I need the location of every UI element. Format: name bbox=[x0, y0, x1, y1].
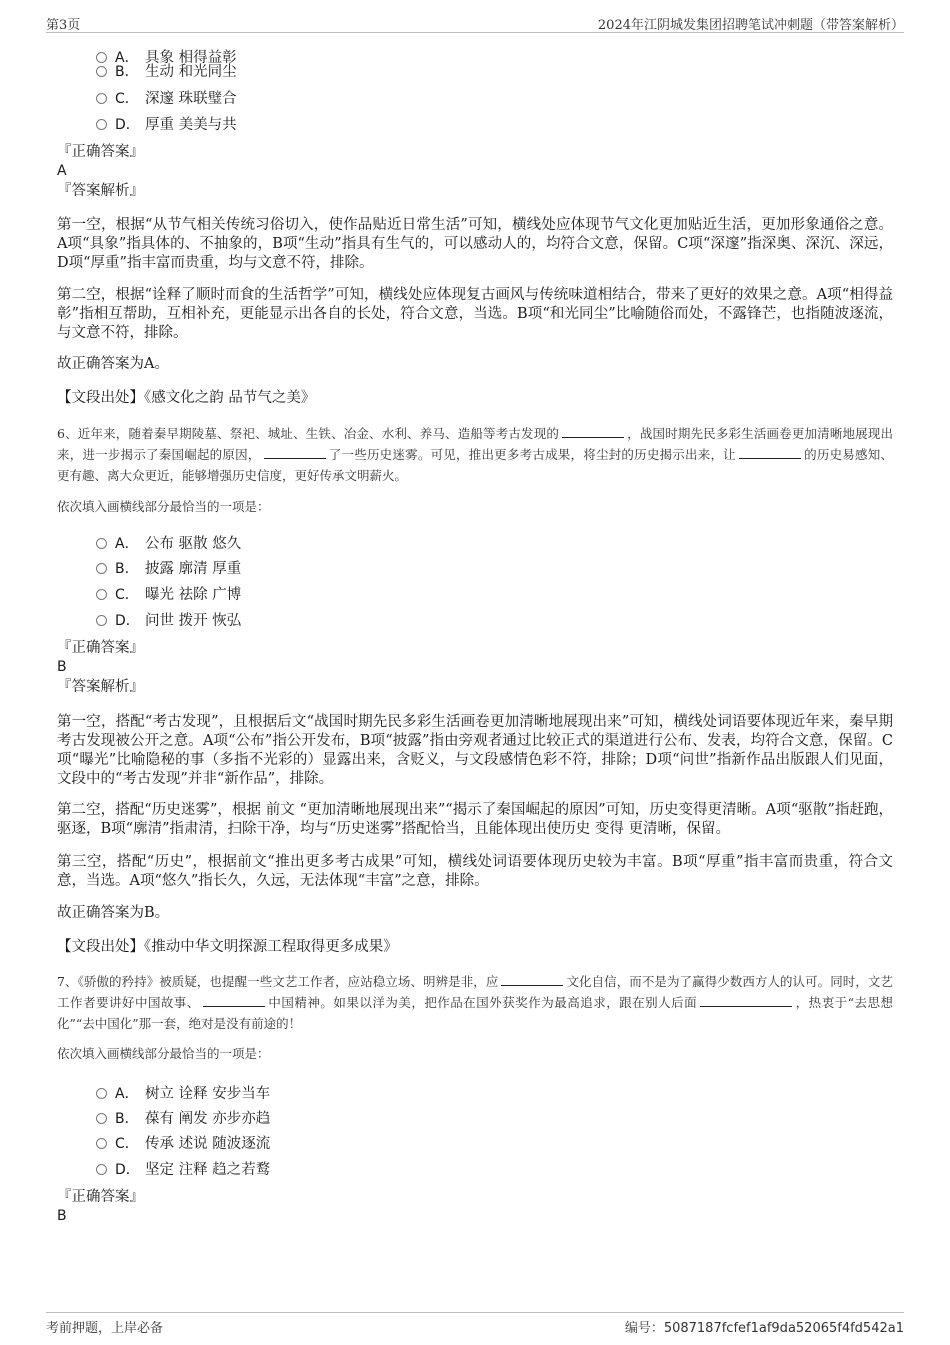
q6-analysis-paragraph-2: 第二空，搭配“历史迷雾”，根据 前文 “更加清晰地展现出来”“揭示了秦国崛起的原因”可知，历史变得更清晰。A项“驱散”指赶跑，驱逐，B项“廓清”指肃清，扫除干净，均与“历史迷雾”搭配恰当，且能体现出使历史 变得 更清晰，保留。 bbox=[57, 802, 893, 837]
radio-icon[interactable] bbox=[96, 119, 107, 130]
q5-analysis-paragraph-1: 第一空，根据“从节气相关传统习俗切入，使作品贴近日常生活”可知，横线处应体现节气文化更加贴近生活，更加形象通俗之意。A项“具象”指具体的、不抽象的，B项“生动”指具有生气的，可以感动人的，均符合文意，保留。C项“深邃”指深奥、深沉、深远，D项“厚重”指丰富而贵重，均与文意不符，排除。 bbox=[57, 217, 893, 271]
q7-answer: B bbox=[57, 1208, 67, 1224]
page-footer bbox=[46, 1312, 904, 1337]
q5-option-b[interactable]: B． 生动 和光同尘 bbox=[96, 62, 237, 82]
q6-analysis-paragraph-1: 第一空，搭配“考古发现”，且根据后文“战国时期先民多彩生活画卷更加清晰地展现出来”可知，横线处词语要体现近年来，秦早期考古发现被公开之意。A项“公布”指公开发布，B项“披露”指由旁观者通过比较正式的渠道进行公布、发表，均符合文意，保留。C项“曝光”比喻隐秘的事（多指不光彩的）显露出来，含贬义，与文段感情色彩不符，排除；D项“问世”指新作品出版跟人们见面，文段中的“考古发现”并非“新作品”，排除。 bbox=[57, 714, 893, 787]
q6-option-d[interactable]: D． 问世 拨开 恢弘 bbox=[96, 611, 241, 631]
q6-conclusion: 故正确答案为B。 bbox=[57, 905, 170, 921]
q5-option-c[interactable]: C． 深邃 珠联璧合 bbox=[96, 89, 237, 109]
q5-option-a[interactable]: A． 具象 相得益彰 bbox=[96, 48, 237, 68]
radio-icon[interactable] bbox=[96, 538, 107, 549]
q7-option-c[interactable]: C． 传承 述说 随波逐流 bbox=[96, 1134, 270, 1154]
q6-blank-1 bbox=[562, 425, 624, 438]
q5-analysis-label: 『答案解析』 bbox=[57, 183, 144, 199]
q7-blank-2 bbox=[203, 994, 265, 1007]
q7-option-b[interactable]: B． 葆有 阐发 亦步亦趋 bbox=[96, 1109, 270, 1129]
q6-analysis-label: 『答案解析』 bbox=[57, 679, 144, 695]
radio-icon[interactable] bbox=[96, 589, 107, 600]
radio-icon[interactable] bbox=[96, 1113, 107, 1124]
radio-icon[interactable] bbox=[96, 66, 107, 77]
page-number: 第3页 bbox=[46, 18, 81, 33]
q6-blank-3 bbox=[739, 446, 801, 459]
q7-question-text: 7、《骄傲的矜持》被质疑，也提醒一些文艺工作者，应站稳立场、明辨是非，应 文化自信，而不是为了赢得少数西方人的认可。同时，文艺工作者要讲好中国故事、 中国精神。如果以洋为美，把作品在国外获奖作为最高追求，跟在别人后面 ，热衷于“去思想化”“去中国化”那一套，绝对是没有前途的！ bbox=[57, 974, 893, 1031]
q5-conclusion: 故正确答案为A。 bbox=[57, 356, 169, 372]
document-title: 2024年江阴城发集团招聘笔试冲刺题（带答案解析） bbox=[597, 18, 904, 33]
q5-option-d[interactable]: D． 厚重 美美与共 bbox=[96, 115, 237, 135]
q6-option-c[interactable]: C． 曝光 祛除 广博 bbox=[96, 585, 241, 605]
q5-source: 【文段出处】《感文化之韵 品节气之美》 bbox=[57, 390, 316, 406]
radio-icon[interactable] bbox=[96, 1164, 107, 1175]
q6-answer: B bbox=[57, 659, 67, 675]
q6-question-text: 6、近年来，随着秦早期陵墓、祭祀、城址、生铁、冶金、水利、养马、造船等考古发现的 ，战国时期先民多彩生活画卷更加清晰地展现出来，进一步揭示了秦国崛起的原因， 了一些历史迷雾。可见，推出更多考古成果，将尘封的历史揭示出来，让 的历史易感知、更有趣、离大众更近，能够增强历史信度，更好传承文明薪火。 bbox=[57, 426, 893, 483]
footer-slogan: 考前押题，上岸必备 bbox=[46, 1321, 164, 1336]
q6-answer-label: 『正确答案』 bbox=[57, 640, 144, 656]
q7-prompt: 依次填入画横线部分最恰当的一项是： bbox=[57, 1046, 270, 1061]
q6-option-a[interactable]: A． 公布 驱散 悠久 bbox=[96, 534, 241, 554]
q7-answer-label: 『正确答案』 bbox=[57, 1189, 144, 1205]
radio-icon[interactable] bbox=[96, 1088, 107, 1099]
q5-answer-label: 『正确答案』 bbox=[57, 144, 144, 160]
radio-icon[interactable] bbox=[96, 615, 107, 626]
q5-analysis-paragraph-2: 第二空，根据“诠释了顺时而食的生活哲学”可知，横线处应体现复古画风与传统味道相结合，带来了更好的效果之意。A项“相得益彰”指相互帮助，互相补充，更能显示出各自的长处，符合文意，当选。B项“和光同尘”比喻随俗而处，不露锋芒，也指随波逐流，与文意不符，排除。 bbox=[57, 287, 893, 341]
q6-source: 【文段出处】《推动中华文明探源工程取得更多成果》 bbox=[57, 939, 398, 955]
radio-icon[interactable] bbox=[96, 563, 107, 574]
radio-icon[interactable] bbox=[96, 1138, 107, 1149]
q6-blank-2 bbox=[264, 446, 326, 459]
q6-option-b[interactable]: B． 披露 廓清 厚重 bbox=[96, 559, 241, 579]
q7-blank-1 bbox=[501, 973, 563, 986]
q6-prompt: 依次填入画横线部分最恰当的一项是： bbox=[57, 499, 270, 514]
q7-blank-3 bbox=[700, 994, 792, 1007]
document-id: 编号：5087187fcfef1af9da52065f4fd542a1 bbox=[624, 1321, 904, 1336]
q7-option-a[interactable]: A． 树立 诠释 安步当车 bbox=[96, 1084, 270, 1104]
radio-icon[interactable] bbox=[96, 93, 107, 104]
q7-option-d[interactable]: D． 坚定 注释 趋之若鹜 bbox=[96, 1160, 270, 1180]
radio-icon[interactable] bbox=[96, 52, 107, 63]
q5-answer: A bbox=[57, 163, 67, 179]
q6-analysis-paragraph-3: 第三空，搭配“历史”，根据前文“推出更多考古成果”可知，横线处词语要体现历史较为丰富。B项“厚重”指丰富而贵重，符合文意，当选。A项“悠久”指长久，久远，无法体现“丰富”之意，排除。 bbox=[57, 854, 893, 889]
page-header bbox=[46, 12, 904, 33]
